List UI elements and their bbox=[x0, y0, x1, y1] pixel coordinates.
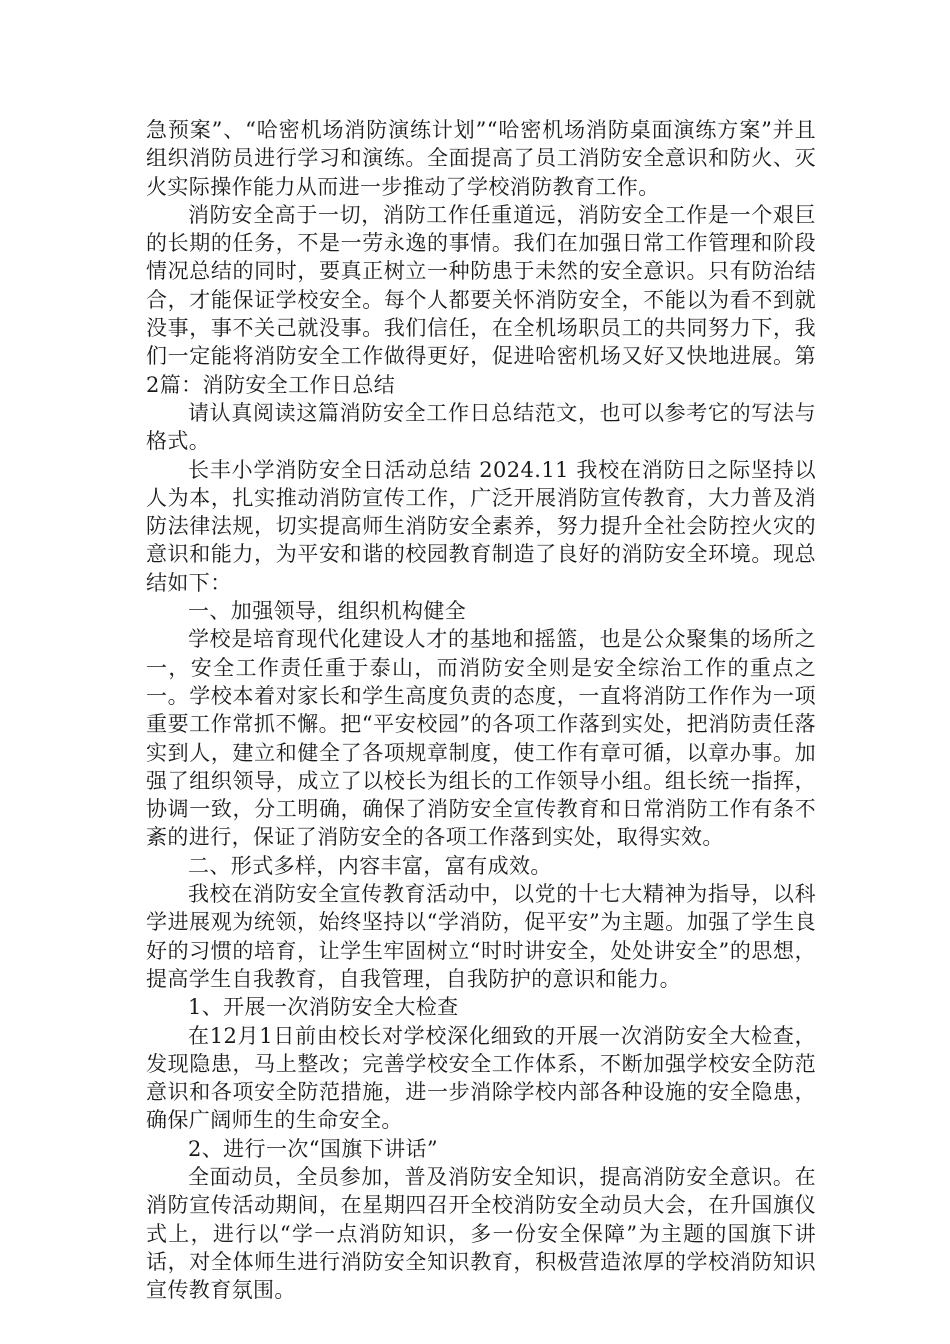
paragraph: 请认真阅读这篇消防安全工作日总结范文，也可以参考它的写法与格式。 bbox=[146, 400, 816, 454]
paragraph: 全面动员，全员参加，普及消防安全知识，提高消防安全意识。在消防宣传活动期间，在星期四召开全校消防安全动员大会，在升国旗仪式上，进行以“学一点消防知识，多一份安全保障”为主题的国旗下讲话，对全体师生进行消防安全知识教育，积极营造浓厚的学校消防知识宣传教育氛围。 bbox=[146, 1164, 816, 1303]
document-body bbox=[146, 116, 816, 1304]
paragraph: 长丰小学消防安全日活动总结 2024.11 我校在消防日之际坚持以人为本，扎实推动消防宣传工作，广泛开展消防宣传教育，大力普及消防法律法规，切实提高师生消防安全素养，努力提升全社会防控火灾的意识和能力，为平安和谐的校园教育制造了良好的消防安全环境。现总结如下： bbox=[146, 457, 816, 595]
paragraph: 学校是培育现代化建设人才的基地和摇篮，也是公众聚集的场所之一，安全工作责任重于泰山，而消防安全则是安全综治工作的重点之一。学校本着对家长和学生高度负责的态度，一直将消防工作作为一项重要工作常抓不懈。把“平安校园”的各项工作落到实处，把消防责任落实到人，建立和健全了各项规章制度，使工作有章可循，以章办事。加强了组织领导，成立了以校长为组长的工作领导小组。组长统一指挥，协调一致，分工明确，确保了消防安全宣传教育和日常消防工作有条不紊的进行，保证了消防安全的各项工作落到实处，取得实效。 bbox=[146, 627, 816, 850]
subsection-heading: 1、开展一次消防安全大检查 bbox=[188, 995, 459, 1020]
section-heading: 一、加强领导，组织机构健全 bbox=[188, 599, 467, 624]
paragraph: 我校在消防安全宣传教育活动中，以党的十七大精神为指导，以科学进展观为统领，始终坚持以“学消防，促平安”为主题。加强了学生良好的习惯的培育，让学生牢固树立“时时讲安全，处处讲安全”的思想，提高学生自我教育，自我管理，自我防护的意识和能力。 bbox=[146, 882, 816, 991]
subsection-heading: 2、进行一次“国旗下讲话” bbox=[188, 1136, 439, 1161]
paragraph: 在12月1日前由校长对学校深化细致的开展一次消防安全大检查，发现隐患，马上整改；完善学校安全工作体系，不断加强学校安全防范意识和各项安全防范措施，进一步消除学校内部各种设施的安全隐患，确保广阔师生的生命安全。 bbox=[146, 1023, 816, 1133]
section-heading: 二、形式多样，内容丰富，富有成效。 bbox=[188, 853, 552, 878]
paragraph: 急预案”、“哈密机场消防演练计划”“哈密机场消防桌面演练方案”并且组织消防员进行学习和演练。全面提高了员工消防安全意识和防火、灭火实际操作能力从而进一步推动了学校消防教育工作。 bbox=[146, 118, 816, 199]
paragraph: 消防安全高于一切，消防工作任重道远，消防安全工作是一个艰巨的长期的任务，不是一劳永逸的事情。我们在加强日常工作管理和阶段情况总结的同时，要真正树立一种防患于未然的安全意识。只有防治结合，才能保证学校安全。每个人都要关怀消防安全，不能以为看不到就没事，事不关己就没事。我们信任，在全机场职员工的共同努力下，我们一定能将消防安全工作做得更好，促进哈密机场又好又快地进展。第2篇：消防安全工作日总结 bbox=[146, 202, 816, 397]
